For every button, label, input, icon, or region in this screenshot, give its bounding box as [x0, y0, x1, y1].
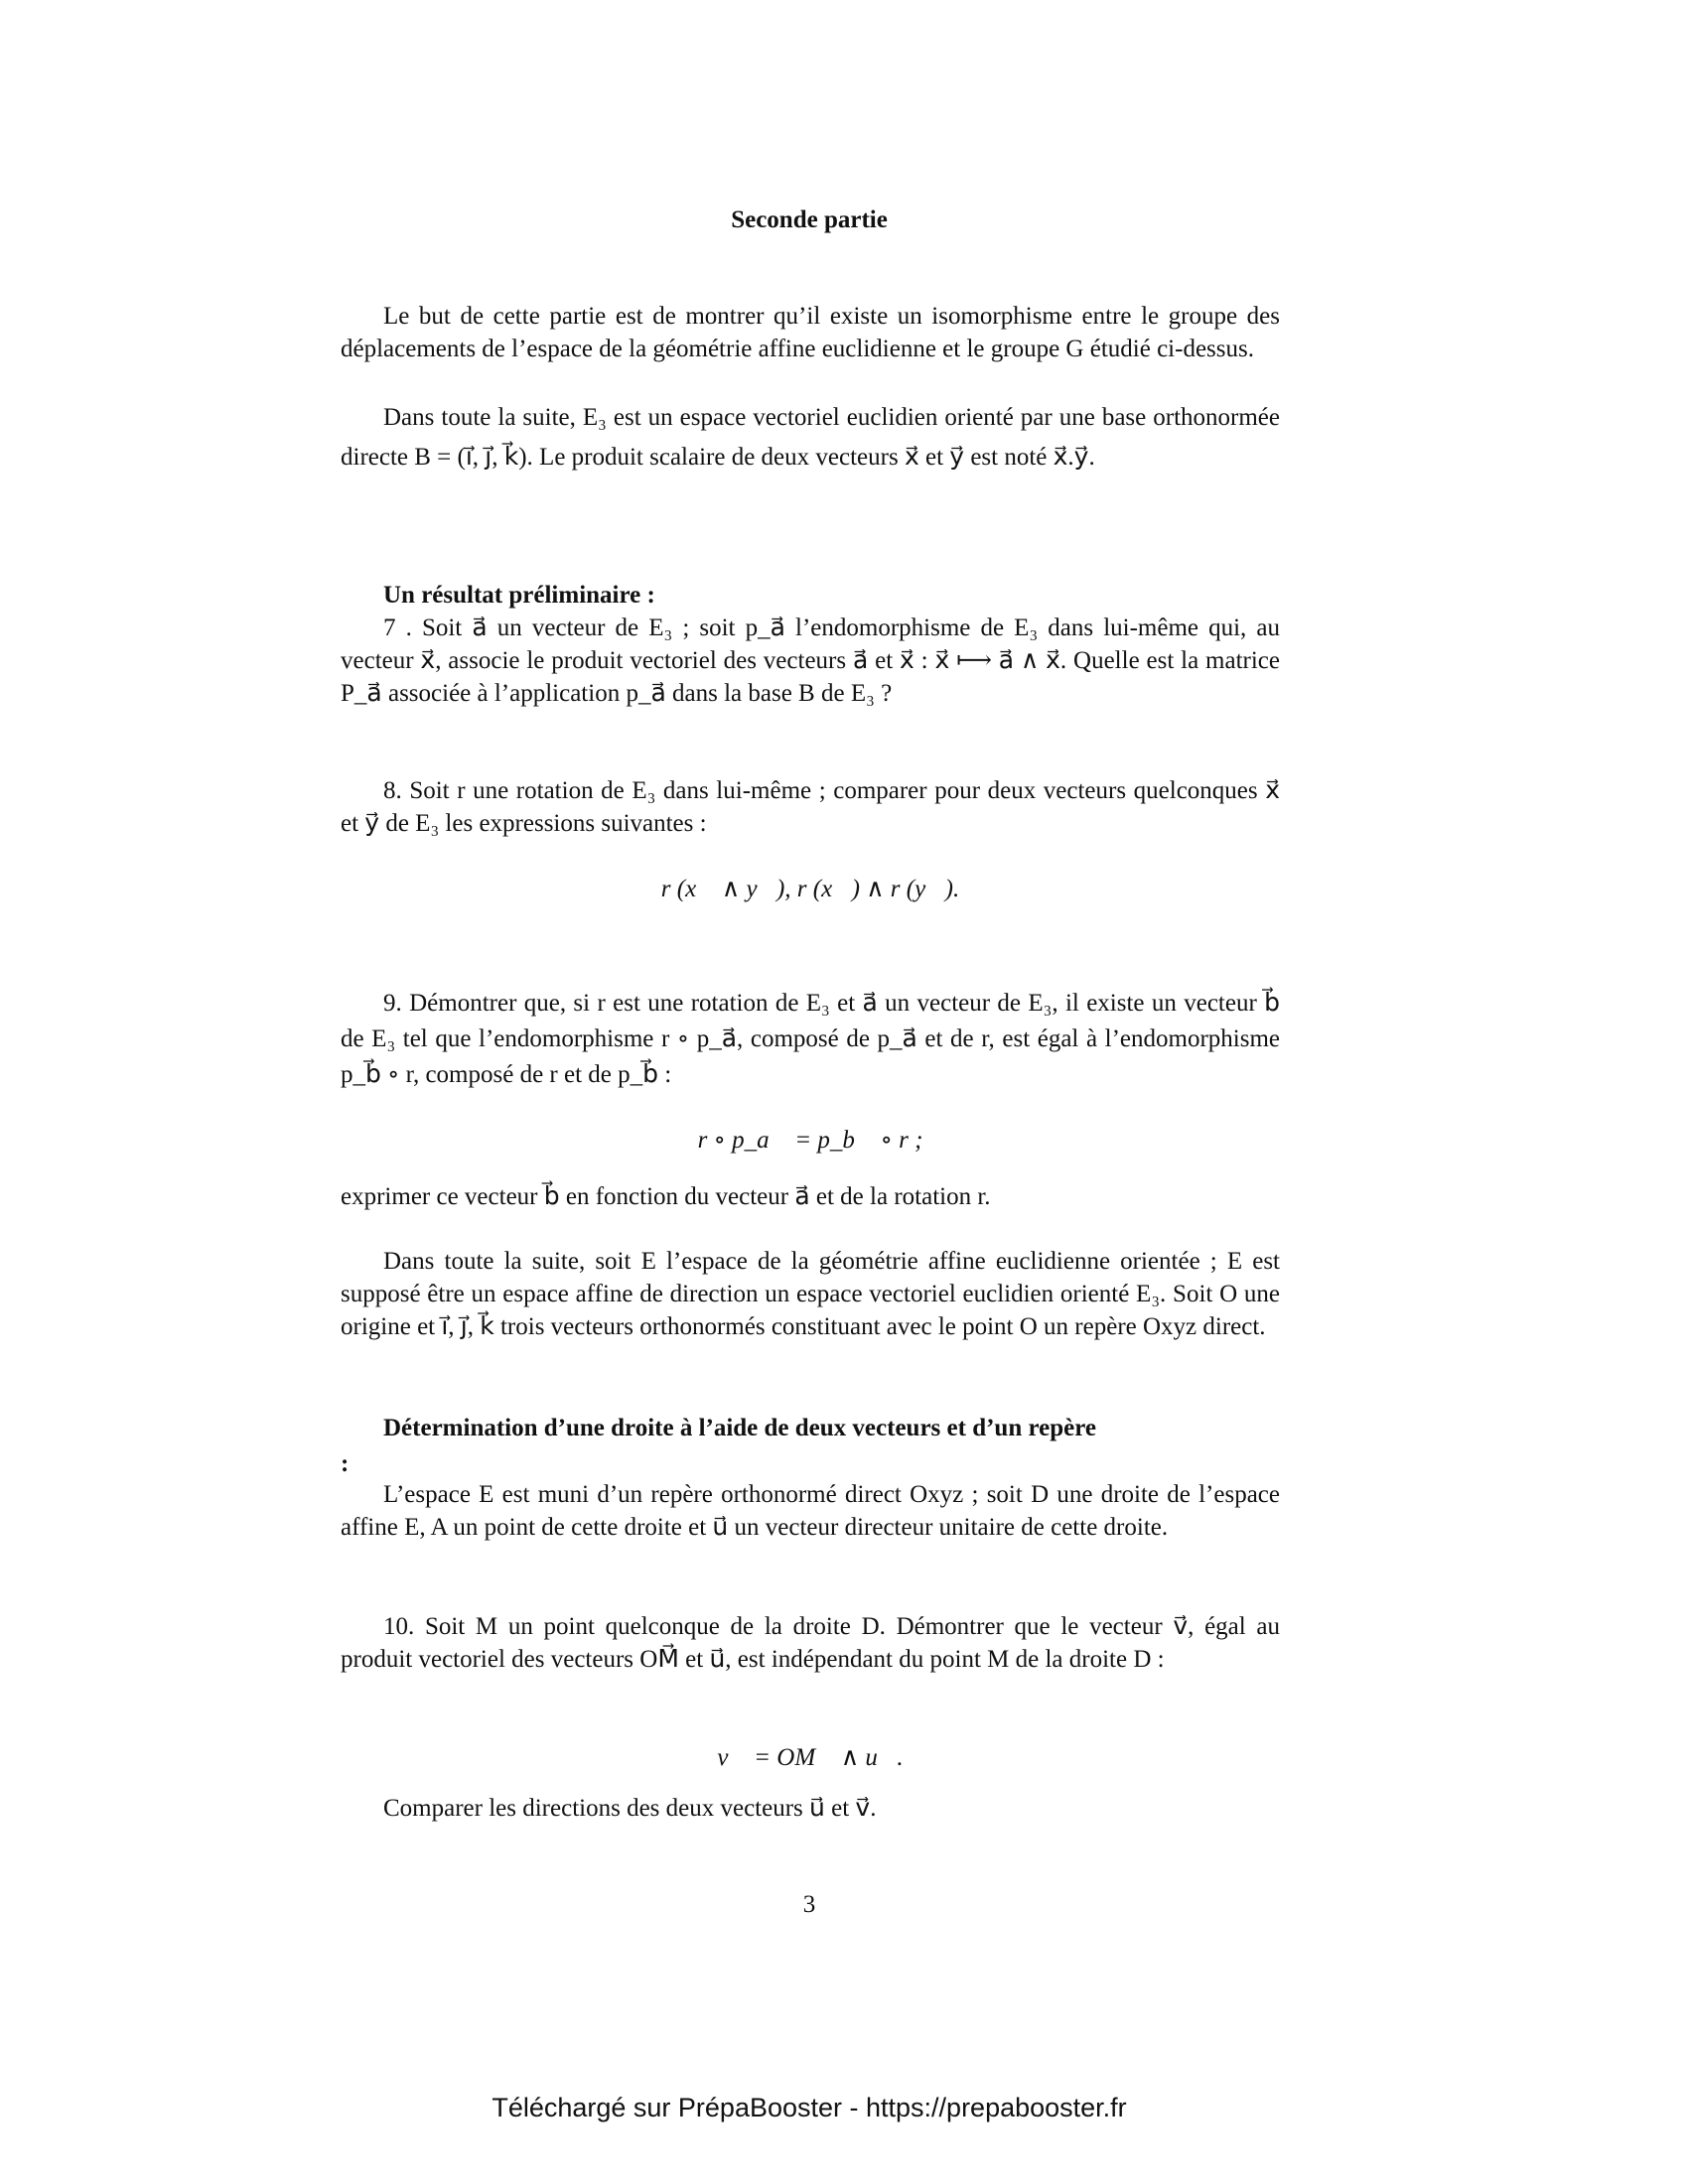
question-10-conclusion: Comparer les directions des deux vecteurs u⃗ et v⃗. — [383, 1795, 877, 1822]
question-9-equation: r ∘ p_a⃗ = p_b⃗ ∘ r ; — [697, 1127, 923, 1154]
intro-paragraph-1: Le but de cette partie est de montrer qu’il existe un isomorphisme entre le groupe des déplacements de l’espace de la géométrie affine euclidienne et le groupe G étudié ci-dessus. — [341, 303, 1280, 362]
question-9-conclusion: exprimer ce vecteur b⃗ en fonction du vecteur a⃗ et de la rotation r. — [341, 1183, 991, 1210]
page-title: Seconde partie — [731, 206, 888, 233]
question-9: 9. Démontrer que, si r est une rotation de E₃ et a⃗ un vecteur de E₃, il existe un vecteur b⃗ de E₃ tel que l’endomorphisme r ∘ p_a⃗, composé de p_a⃗ et de r, est égal à l’endomorphisme p_b⃗ ∘ r, composé de r et de p_b⃗ : — [341, 990, 1280, 1088]
section-heading-colon: : — [341, 1450, 350, 1477]
page-number: 3 — [802, 1891, 816, 1918]
line-paragraph: L’espace E est muni d’un repère orthonormé direct Oxyz ; soit D une droite de l’espace affine E, A un point de cette droite et u⃗ un vecteur directeur unitaire de cette droite. — [341, 1481, 1280, 1541]
download-footer: Téléchargé sur PrépaBooster - https://prepabooster.fr — [492, 2093, 1127, 2122]
question-7: 7 . Soit a⃗ un vecteur de E₃ ; soit p_a⃗ l’endomorphisme de E₃ dans lui-même qui, au vecteur x⃗, associe le produit vectoriel des vecteurs a⃗ et x⃗ : x⃗ ⟼ a⃗ ∧ x⃗. Quelle est la matrice P_a⃗ associée à l’application p_a⃗ dans la base B de E₃ ? — [341, 614, 1280, 707]
question-8: 8. Soit r une rotation de E₃ dans lui-même ; comparer pour deux vecteurs quelconques x⃗ et y⃗ de E₃ les expressions suivantes : — [341, 777, 1280, 837]
section-heading-preliminary: Un résultat préliminaire : — [383, 582, 655, 609]
question-10-equation: v⃗ = OM⃗ ∧ u⃗. — [717, 1744, 904, 1771]
affine-space-paragraph: Dans toute la suite, soit E l’espace de la géométrie affine euclidienne orientée ; E est supposé être un espace affine de direction un espace vectoriel euclidien orienté E₃. Soit O une origine et i⃗, j⃗, k⃗ trois vecteurs orthonormés constituant avec le point O un repère Oxyz direct. — [341, 1248, 1280, 1340]
section-heading-line: Détermination d’une droite à l’aide de deux vecteurs et d’un repère — [383, 1415, 1096, 1441]
question-8-equation: r (x⃗ ∧ y⃗), r (x⃗) ∧ r (y⃗). — [660, 876, 960, 902]
question-10: 10. Soit M un point quelconque de la droite D. Démontrer que le vecteur v⃗, égal au produit vectoriel des vecteurs OM⃗ et u⃗, est indépendant du point M de la droite D : — [341, 1613, 1280, 1673]
intro-paragraph-2: Dans toute la suite, E₃ est un espace vectoriel euclidien orienté par une base orthonormée directe B = (i⃗, j⃗, k⃗). Le produit scalaire de deux vecteurs x⃗ et y⃗ est noté x⃗.y⃗. — [341, 404, 1280, 471]
